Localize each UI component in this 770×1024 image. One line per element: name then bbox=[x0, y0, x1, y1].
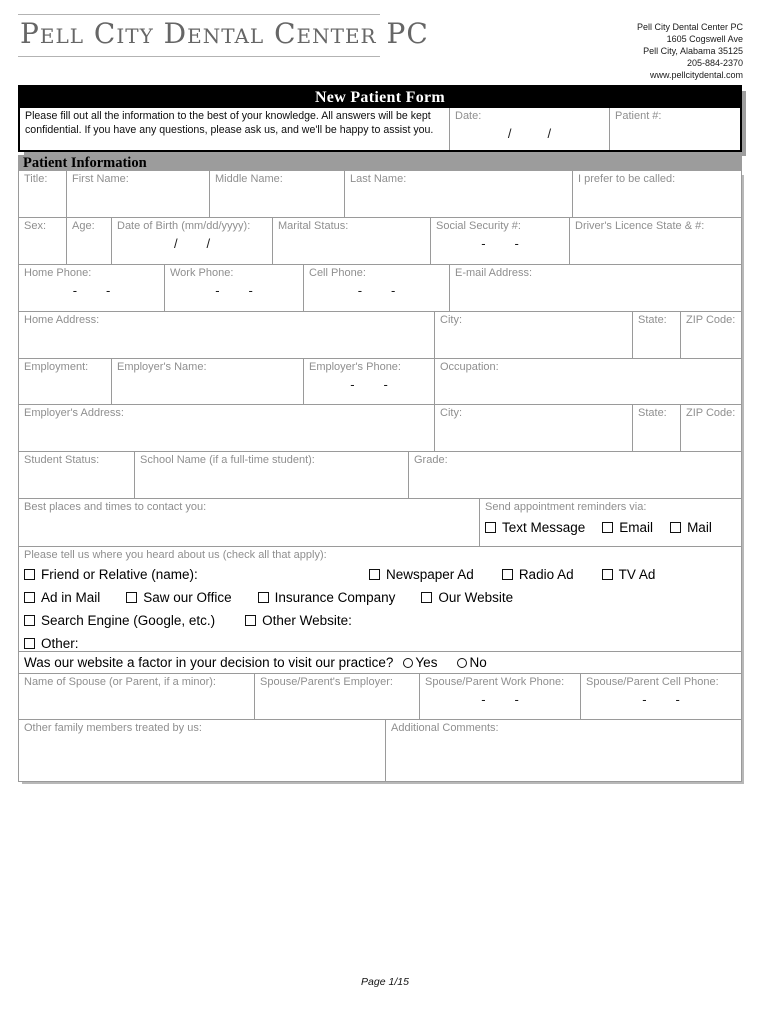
spouse-cell-phone-value: - - bbox=[642, 691, 680, 707]
form-title-box-body bbox=[20, 108, 740, 150]
first-name-label: First Name: bbox=[72, 173, 129, 185]
address-line: Pell City, Alabama 35125 bbox=[643, 45, 743, 56]
other-family-field[interactable] bbox=[19, 720, 386, 781]
spouse-employer-field[interactable] bbox=[255, 674, 420, 719]
checkbox-icon bbox=[602, 522, 613, 533]
reminders-options bbox=[480, 515, 741, 540]
spouse-work-phone-field[interactable] bbox=[420, 674, 581, 719]
home-city-label: City: bbox=[440, 314, 462, 326]
employer-city-label: City: bbox=[440, 407, 462, 419]
checkbox-icon bbox=[258, 592, 269, 603]
option-label: No bbox=[469, 655, 487, 670]
patient-information-table bbox=[18, 171, 742, 782]
work-phone-value: - - bbox=[215, 282, 253, 298]
school-name-label: School Name (if a full-time student): bbox=[140, 454, 315, 466]
spouse-cell-phone-field[interactable] bbox=[581, 674, 741, 719]
row-home-address bbox=[19, 312, 741, 359]
spouse-work-phone-value: - - bbox=[481, 691, 519, 707]
employer-phone-field[interactable] bbox=[304, 359, 435, 404]
other-family-label: Other family members treated by us: bbox=[24, 722, 202, 734]
checkbox-icon bbox=[602, 569, 613, 580]
address-website: www.pellcitydental.com bbox=[649, 69, 743, 80]
checkbox-icon bbox=[369, 569, 380, 580]
middle-name-label: Middle Name: bbox=[215, 173, 283, 185]
best-contact-field[interactable] bbox=[19, 499, 480, 546]
checkbox-option-text-message[interactable] bbox=[485, 520, 585, 535]
work-phone-field[interactable] bbox=[165, 265, 304, 311]
option-label: Email bbox=[619, 519, 654, 535]
row-heard-about bbox=[19, 547, 741, 652]
form-title-box bbox=[18, 85, 742, 152]
checkbox-icon bbox=[24, 615, 35, 626]
checkbox-option-email[interactable] bbox=[602, 520, 653, 535]
student-status-field[interactable] bbox=[19, 452, 135, 498]
spouse-cell-phone-label: Spouse/Parent Cell Phone: bbox=[586, 676, 719, 688]
work-phone-label: Work Phone: bbox=[170, 267, 234, 279]
checkbox-icon bbox=[421, 592, 432, 603]
social-security-value: - - bbox=[481, 235, 519, 251]
address-line: Pell City Dental Center PC bbox=[636, 22, 743, 32]
option-label: Other: bbox=[41, 635, 79, 651]
employer-state-field[interactable] bbox=[633, 405, 681, 451]
employer-phone-label: Employer's Phone: bbox=[309, 361, 401, 373]
additional-comments-label: Additional Comments: bbox=[391, 722, 499, 734]
employment-field[interactable] bbox=[19, 359, 112, 404]
checkbox-icon bbox=[24, 569, 35, 580]
option-label: TV Ad bbox=[618, 566, 656, 582]
best-contact-label: Best places and times to contact you: bbox=[24, 501, 207, 513]
age-field[interactable] bbox=[67, 218, 112, 264]
row-employer-address bbox=[19, 405, 741, 452]
employer-address-label: Employer's Address: bbox=[24, 407, 124, 419]
checkbox-icon bbox=[126, 592, 137, 603]
checkbox-icon bbox=[502, 569, 513, 580]
employer-address-field[interactable] bbox=[19, 405, 435, 451]
last-name-field[interactable] bbox=[345, 171, 573, 217]
patient-number-label: Patient #: bbox=[615, 110, 662, 122]
option-label: Saw our Office bbox=[143, 589, 232, 605]
school-name-field[interactable] bbox=[135, 452, 409, 498]
home-phone-field[interactable] bbox=[19, 265, 165, 311]
logo-bottom-rule bbox=[18, 56, 380, 57]
option-label: Newspaper Ad bbox=[386, 566, 474, 582]
clinic-address-block bbox=[637, 22, 743, 81]
row-phones bbox=[19, 265, 741, 312]
checkbox-option-friend-or-relative[interactable] bbox=[24, 567, 369, 582]
preferred-name-label: I prefer to be called: bbox=[578, 173, 676, 185]
row-contact-reminders bbox=[19, 499, 741, 547]
option-label: Text Message bbox=[502, 519, 586, 535]
spouse-employer-label: Spouse/Parent's Employer: bbox=[260, 676, 393, 688]
cell-phone-field[interactable] bbox=[304, 265, 450, 311]
home-zip-field[interactable] bbox=[681, 312, 741, 358]
occupation-field[interactable] bbox=[435, 359, 741, 404]
middle-name-field[interactable] bbox=[210, 171, 345, 217]
address-line: 1605 Cogswell Ave bbox=[666, 33, 743, 44]
checkbox-option-newspaper-ad[interactable] bbox=[369, 567, 474, 582]
checkbox-option-saw-our-office[interactable] bbox=[126, 590, 231, 605]
checkbox-option-ad-in-mail[interactable] bbox=[24, 590, 100, 605]
checkbox-icon bbox=[24, 638, 35, 649]
heard-line-3 bbox=[19, 609, 741, 632]
home-state-field[interactable] bbox=[633, 312, 681, 358]
grade-label: Grade: bbox=[414, 454, 448, 466]
spouse-name-label: Name of Spouse (or Parent, if a minor): bbox=[24, 676, 216, 688]
patient-number-field[interactable] bbox=[610, 108, 740, 150]
radio-icon bbox=[457, 658, 467, 668]
home-zip-label: ZIP Code: bbox=[686, 314, 736, 326]
home-address-field[interactable] bbox=[19, 312, 435, 358]
checkbox-icon bbox=[245, 615, 256, 626]
row-family-comments bbox=[19, 720, 741, 781]
heard-line-1 bbox=[19, 563, 741, 586]
occupation-label: Occupation: bbox=[440, 361, 499, 373]
radio-option-yes[interactable] bbox=[403, 655, 437, 670]
employer-name-field[interactable] bbox=[112, 359, 304, 404]
spouse-name-field[interactable] bbox=[19, 674, 255, 719]
social-security-label: Social Security #: bbox=[436, 220, 521, 232]
employer-zip-field[interactable] bbox=[681, 405, 741, 451]
clinic-logo bbox=[18, 14, 429, 57]
checkbox-option-search-engine[interactable] bbox=[24, 613, 215, 628]
student-status-label: Student Status: bbox=[24, 454, 100, 466]
clinic-logo-text: Pell City Dental Center PC bbox=[20, 17, 429, 50]
date-of-birth-label: Date of Birth (mm/dd/yyyy): bbox=[117, 220, 251, 232]
date-value: / / bbox=[507, 125, 552, 141]
checkbox-icon bbox=[485, 522, 496, 533]
employer-name-label: Employer's Name: bbox=[117, 361, 207, 373]
reminders-label: Send appointment reminders via: bbox=[485, 501, 647, 513]
social-security-field[interactable] bbox=[431, 218, 570, 264]
title-field[interactable] bbox=[19, 171, 67, 217]
additional-comments-field[interactable] bbox=[386, 720, 741, 781]
option-label: Other Website: bbox=[262, 612, 352, 628]
home-state-label: State: bbox=[638, 314, 667, 326]
home-address-label: Home Address: bbox=[24, 314, 100, 326]
grade-field[interactable] bbox=[409, 452, 741, 498]
marital-status-label: Marital Status: bbox=[278, 220, 349, 232]
sex-label: Sex: bbox=[24, 220, 47, 232]
row-website-factor bbox=[19, 652, 741, 674]
option-label: Yes bbox=[415, 655, 438, 670]
email-label: E-mail Address: bbox=[455, 267, 533, 279]
date-of-birth-field[interactable] bbox=[112, 218, 273, 264]
form-title: New Patient Form bbox=[20, 87, 740, 108]
checkbox-option-our-website[interactable] bbox=[421, 590, 513, 605]
date-of-birth-value: / / bbox=[173, 235, 211, 251]
website-factor-question: Was our website a factor in your decision to visit our practice? bbox=[24, 655, 394, 670]
option-label: Search Engine (Google, etc.) bbox=[41, 612, 216, 628]
employer-zip-label: ZIP Code: bbox=[686, 407, 736, 419]
checkbox-option-radio-ad[interactable] bbox=[502, 567, 574, 582]
row-name bbox=[19, 171, 741, 218]
option-label: Mail bbox=[687, 519, 712, 535]
sex-field[interactable] bbox=[19, 218, 67, 264]
option-label: Friend or Relative (name): bbox=[41, 566, 198, 582]
heard-about-label: Please tell us where you heard about us (check all that apply): bbox=[24, 549, 327, 561]
checkbox-option-tv-ad[interactable] bbox=[602, 567, 656, 582]
option-label: Ad in Mail bbox=[41, 589, 101, 605]
home-phone-value: - - bbox=[72, 282, 111, 298]
reminders-field bbox=[480, 499, 741, 546]
row-spouse bbox=[19, 674, 741, 720]
checkbox-icon bbox=[670, 522, 681, 533]
preferred-name-field[interactable] bbox=[573, 171, 741, 217]
address-phone: 205-884-2370 bbox=[686, 57, 743, 68]
instructions-text: Please fill out all the information to the best of your knowledge. All answers will be kept confidential. If you have any questions, please ask us, and we'll be happy to assist you. bbox=[20, 108, 450, 150]
section-header-patient-information: Patient Information bbox=[18, 155, 742, 171]
employment-label: Employment: bbox=[24, 361, 89, 373]
row-student bbox=[19, 452, 741, 499]
employer-state-label: State: bbox=[638, 407, 667, 419]
row-employment bbox=[19, 359, 741, 405]
checkbox-icon bbox=[24, 592, 35, 603]
checkbox-option-other-website[interactable] bbox=[245, 613, 352, 628]
age-label: Age: bbox=[72, 220, 95, 232]
employer-phone-value: - - bbox=[350, 376, 388, 392]
radio-option-no[interactable] bbox=[457, 655, 486, 670]
home-city-field[interactable] bbox=[435, 312, 633, 358]
option-label: Radio Ad bbox=[518, 566, 574, 582]
date-field[interactable] bbox=[450, 108, 610, 150]
option-label: Our Website bbox=[438, 589, 514, 605]
marital-status-field[interactable] bbox=[273, 218, 431, 264]
cell-phone-label: Cell Phone: bbox=[309, 267, 366, 279]
date-label: Date: bbox=[455, 110, 482, 122]
radio-icon bbox=[403, 658, 413, 668]
option-label: Insurance Company bbox=[274, 589, 396, 605]
page-number: Page 1/15 bbox=[361, 976, 409, 988]
employer-city-field[interactable] bbox=[435, 405, 633, 451]
first-name-field[interactable] bbox=[67, 171, 210, 217]
checkbox-option-mail[interactable] bbox=[670, 520, 712, 535]
drivers-licence-field[interactable] bbox=[570, 218, 741, 264]
row-demographics bbox=[19, 218, 741, 265]
heard-line-2 bbox=[19, 586, 741, 609]
email-field[interactable] bbox=[450, 265, 741, 311]
title-label: Title: bbox=[24, 173, 48, 185]
checkbox-option-insurance-company[interactable] bbox=[258, 590, 396, 605]
checkbox-option-other[interactable] bbox=[24, 636, 79, 651]
drivers-licence-label: Driver's Licence State & #: bbox=[575, 220, 705, 232]
cell-phone-value: - - bbox=[357, 282, 396, 298]
home-phone-label: Home Phone: bbox=[24, 267, 92, 279]
spouse-work-phone-label: Spouse/Parent Work Phone: bbox=[425, 676, 565, 688]
last-name-label: Last Name: bbox=[350, 173, 407, 185]
